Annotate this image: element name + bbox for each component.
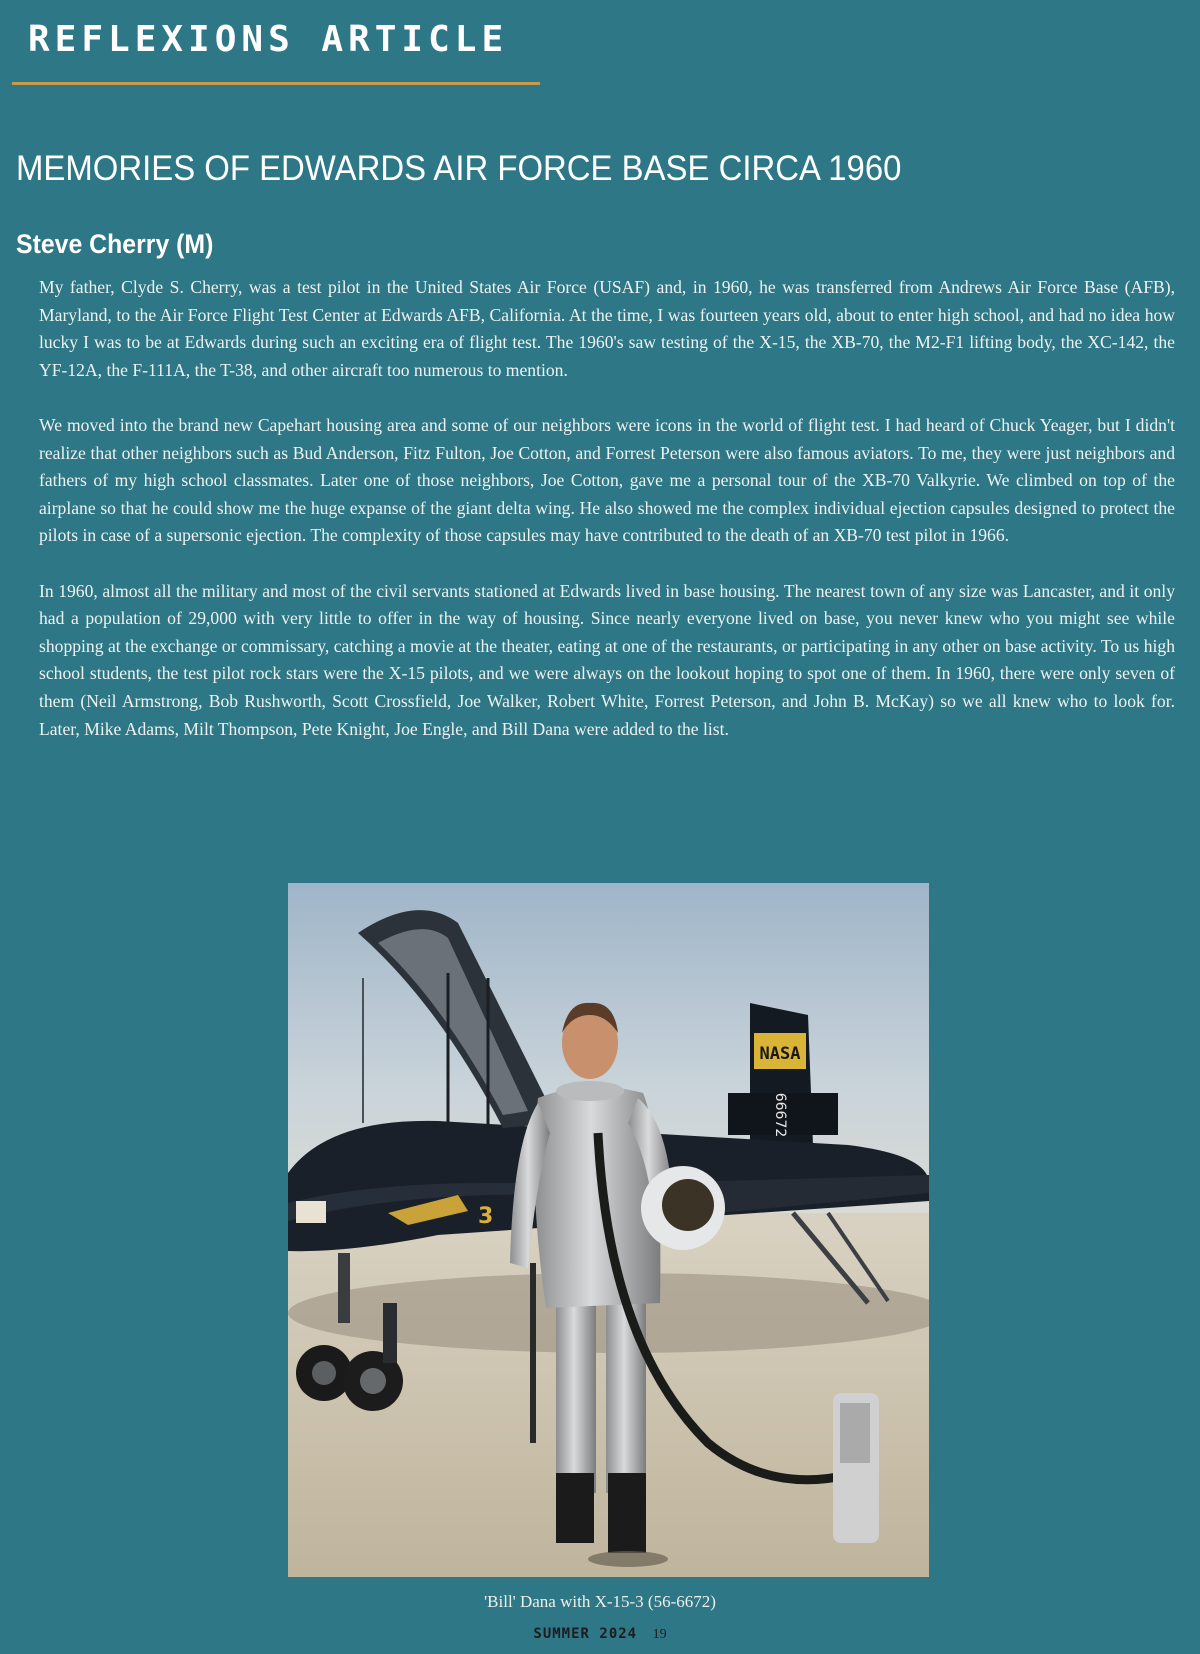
- masthead-rule: [12, 82, 540, 85]
- page-footer: [0, 1626, 1200, 1643]
- article-title: MEMORIES OF EDWARDS AIR FORCE BASE CIRCA 1960: [16, 149, 902, 188]
- issue-label: SUMMER 2024: [533, 1626, 638, 1642]
- paragraph: In 1960, almost all the military and most of the civil servants stationed at Edwards lived in base housing. The nearest town of any size was Lancaster, and it only had a population of 29,000 with very little to offer in the way of housing. Since nearly everyone lived on base, you never knew who you might see while shopping at the exchange or commissary, catching a movie at the theater, eating at one of the restaurants, or participating in any other on base activity. To us high school students, the test pilot rock stars were the X-15 pilots, and we were always on the lookout hoping to spot one of them. In 1960, there were only seven of them (Neil Armstrong, Bob Rushworth, Scott Crossfield, Joe Walker, Robert White, Forrest Peterson, and John B. McKay) so we all knew who to look for. Later, Mike Adams, Milt Thompson, Pete Knight, Joe Engle, and Bill Dana were added to the list.: [39, 580, 1175, 739]
- tail-number: 66672: [772, 1092, 788, 1138]
- photo-caption: 'Bill' Dana with X-15-3 (56-6672): [484, 1592, 716, 1611]
- masthead: REFLEXIONS ARTICLE: [28, 19, 509, 60]
- article-body: [39, 274, 1175, 771]
- page-number: 19: [652, 1627, 667, 1642]
- paragraph: We moved into the brand new Capehart housing area and some of our neighbors were icons in the world of flight test. I had heard of Chuck Yeager, but I didn't realize that other neighbors such as Bud Anderson, Fitz Fulton, Joe Cotton, and Forrest Peterson were also famous aviators. To me, they were just neighbors and fathers of my high school classmates. Later one of those neighbors, Joe Cotton, gave me a personal tour of the XB-70 Valkyrie. We climbed on top of the airplane so that he could show me the huge expanse of the giant delta wing. He also showed me the complex individual ejection capsules designed to protect the pilots in case of a supersonic ejection. The complexity of those capsules may have contributed to the death of an XB-70 test pilot in 1966.: [39, 414, 1175, 546]
- tail-marking: NASA: [759, 1044, 801, 1064]
- nose-number: 3: [478, 1204, 494, 1229]
- paragraph: My father, Clyde S. Cherry, was a test pilot in the United States Air Force (USAF) and, in 1960, he was transferred from Andrews Air Force Base (AFB), Maryland, to the Air Force Flight Test Center at Edwards AFB, California. At the time, I was fourteen years old, about to enter high school, and had no idea how lucky I was to be at Edwards during such an exciting era of flight test. The 1960's saw testing of the X-15, the XB-70, the M2-F1 lifting body, the XC-142, the YF-12A, the F-111A, the T-38, and other aircraft too numerous to mention.: [39, 277, 1175, 380]
- article-photo: [288, 883, 929, 1577]
- article-author: Steve Cherry (M): [16, 229, 214, 259]
